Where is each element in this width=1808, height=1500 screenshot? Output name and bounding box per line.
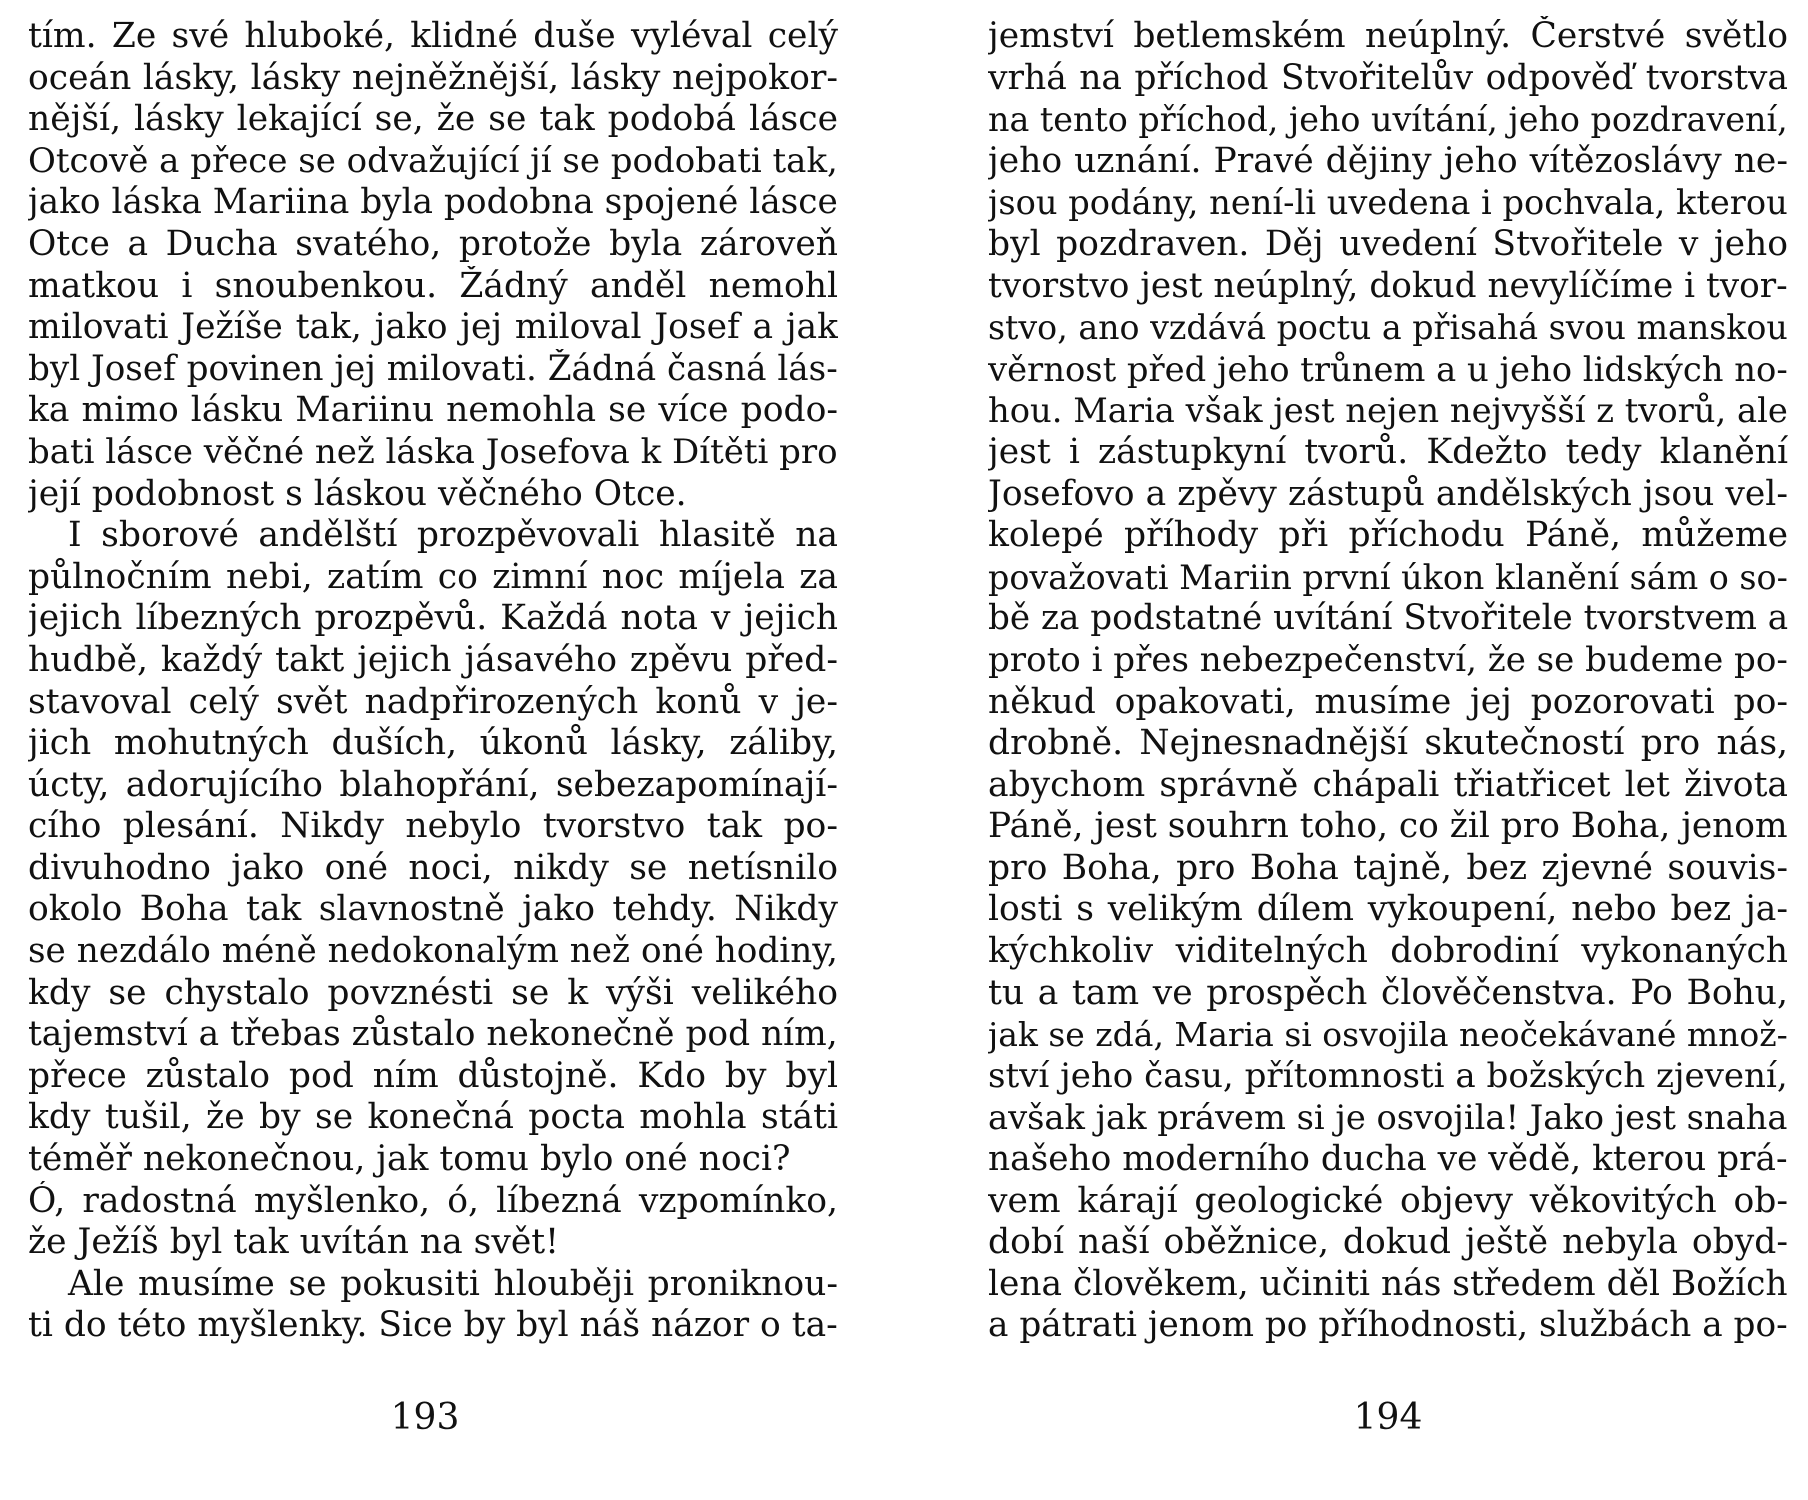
text-line: proto i přes nebezpečenství, že se budeme po- xyxy=(988,639,1788,680)
text-line: milovati Ježíše tak, jako jej miloval Josef a jak xyxy=(28,307,838,348)
paragraph-start-line: Ale musíme se pokusiti hlouběji proniknou- xyxy=(68,1263,838,1304)
text-line: drobně. Nejnesnadnější skutečností pro nás, xyxy=(988,723,1788,764)
text-line: jest i zástupkyní tvorů. Kdežto tedy klanění xyxy=(988,431,1788,472)
text-line: pro Boha, pro Boha tajně, bez zjevné souvis- xyxy=(988,847,1788,888)
text-line: okolo Boha tak slavnostně jako tehdy. Nikdy xyxy=(28,889,838,930)
text-line: tím. Ze své hluboké, klidné duše vyléval celý xyxy=(28,16,838,56)
text-line: věrnost před jeho trůnem a u jeho lidských no- xyxy=(988,349,1788,389)
right-page xyxy=(988,0,1788,1500)
text-line: našeho moderního ducha ve vědě, kterou prá- xyxy=(988,1139,1788,1180)
text-line: losti s velikým dílem vykoupení, nebo bez ja- xyxy=(988,889,1788,930)
text-line: vrhá na příchod Stvořitelův odpověď tvorstva xyxy=(988,57,1788,98)
text-line: kolepé příhody při příchodu Páně, můžeme xyxy=(988,515,1788,556)
left-page xyxy=(28,0,838,1500)
text-line: jejich líbezných prozpěvů. Každá nota v jejich xyxy=(28,598,838,639)
text-line: cího plesání. Nikdy nebylo tvorstvo tak po- xyxy=(28,806,838,847)
text-line: kýchkoliv viditelných dobrodiní vykonaných xyxy=(988,931,1788,972)
text-line: Ó, radostná myšlenko, ó, líbezná vzpomínko, xyxy=(28,1180,838,1221)
text-line: úcty, adorujícího blahopřání, sebezapomínají- xyxy=(28,764,838,805)
text-line: její podobnost s láskou věčného Otce. xyxy=(28,473,687,514)
text-line: se nezdálo méně nedokonalým než oné hodiny, xyxy=(28,931,838,972)
page-number: 193 xyxy=(390,1397,460,1438)
text-line: že Ježíš byl tak uvítán na svět! xyxy=(28,1222,560,1263)
text-line: tvorstvo jest neúplný, dokud nevylíčíme i tvor- xyxy=(988,265,1788,306)
text-line: oceán lásky, lásky nejněžnější, lásky nejpokor- xyxy=(28,57,838,98)
text-line: bě za podstatné uvítání Stvořitele tvorstvem a xyxy=(988,598,1788,639)
text-line: jich mohutných duších, úkonů lásky, záliby, xyxy=(28,723,838,764)
text-line: stavoval celý svět nadpřirozených konů v je- xyxy=(28,681,838,722)
text-line: ti do této myšlenky. Sice by byl náš názor o ta- xyxy=(28,1305,838,1346)
text-line: kdy se chystalo povznésti se k výši velikého xyxy=(28,972,838,1013)
text-line: dobí naší oběžnice, dokud ještě nebyla obyd- xyxy=(988,1222,1788,1263)
text-line: považovati Mariin první úkon klanění sám o so- xyxy=(988,557,1788,597)
text-line: téměř nekonečnou, jak tomu bylo oné noci? xyxy=(28,1139,791,1180)
text-line: avšak jak právem si je osvojila! Jako jest snaha xyxy=(988,1098,1788,1138)
text-line: ství jeho času, přítomnosti a božských zjevení, xyxy=(988,1055,1788,1096)
text-line: jako láska Mariina byla podobna spojené lásce xyxy=(28,182,838,223)
text-line: kdy tušil, že by se konečná pocta mohla státi xyxy=(28,1097,838,1138)
left-page-text xyxy=(28,16,838,1347)
text-line: bati lásce věčné než láska Josefova k Dítěti pro xyxy=(28,431,838,472)
text-line: matkou i snoubenkou. Žádný anděl nemohl xyxy=(28,265,838,306)
text-line: nější, lásky lekající se, že se tak podobá lásce xyxy=(28,99,838,140)
text-line: tu a tam ve prospěch člověčenstva. Po Bohu, xyxy=(988,972,1788,1013)
right-page-text xyxy=(988,16,1788,1347)
paragraph-start-line: I sborové andělští prozpěvovali hlasitě na xyxy=(68,515,838,556)
text-line: lena člověkem, učiniti nás středem děl Božích xyxy=(988,1263,1788,1304)
text-line: stvo, ano vzdává poctu a přisahá svou manskou xyxy=(988,308,1788,348)
text-line: jsou podány, není-li uvedena i pochvala, kterou xyxy=(988,183,1788,223)
text-line: divuhodno jako oné noci, nikdy se netísnilo xyxy=(28,847,838,888)
text-line: byl pozdraven. Děj uvedení Stvořitele v jeho xyxy=(988,223,1788,264)
text-line: jemství betlemském neúplný. Čerstvé světlo xyxy=(988,16,1788,56)
text-line: tajemství a třebas zůstalo nekonečně pod ním, xyxy=(28,1014,838,1055)
text-line: abychom správně chápali třiatřicet let života xyxy=(988,764,1788,805)
text-line: přece zůstalo pod ním důstojně. Kdo by byl xyxy=(28,1055,838,1096)
text-line: Otce a Ducha svatého, protože byla zároveň xyxy=(28,223,838,264)
text-line: Páně, jest souhrn toho, co žil pro Boha, jenom xyxy=(988,806,1788,847)
text-line: jeho uznání. Pravé dějiny jeho vítězoslávy ne- xyxy=(988,140,1788,181)
text-line: byl Josef povinen jej milovati. Žádná časná lás- xyxy=(28,348,838,389)
text-line: ka mimo lásku Mariinu nemohla se více podo- xyxy=(28,390,838,431)
text-line: někud opakovati, musíme jej pozorovati po- xyxy=(988,681,1788,722)
text-line: Otcově a přece se odvažující jí se podobati tak, xyxy=(28,140,838,181)
text-line: na tento příchod, jeho uvítání, jeho pozdravení, xyxy=(988,100,1788,140)
text-line: Josefovo a zpěvy zástupů andělských jsou vel- xyxy=(988,473,1788,514)
text-line: hou. Maria však jest nejen nejvyšší z tvorů, ale xyxy=(988,391,1788,431)
text-line: jak se zdá, Maria si osvojila neočekávané množ- xyxy=(988,1015,1788,1055)
text-line: vem kárají geologické objevy věkovitých ob- xyxy=(988,1180,1788,1221)
text-line: půlnočním nebi, zatím co zimní noc míjela za xyxy=(28,556,838,597)
page-number: 194 xyxy=(1353,1397,1423,1438)
text-line: a pátrati jenom po příhodnosti, službách a po- xyxy=(988,1305,1788,1346)
text-line: hudbě, každý takt jejich jásavého zpěvu před- xyxy=(28,639,838,680)
